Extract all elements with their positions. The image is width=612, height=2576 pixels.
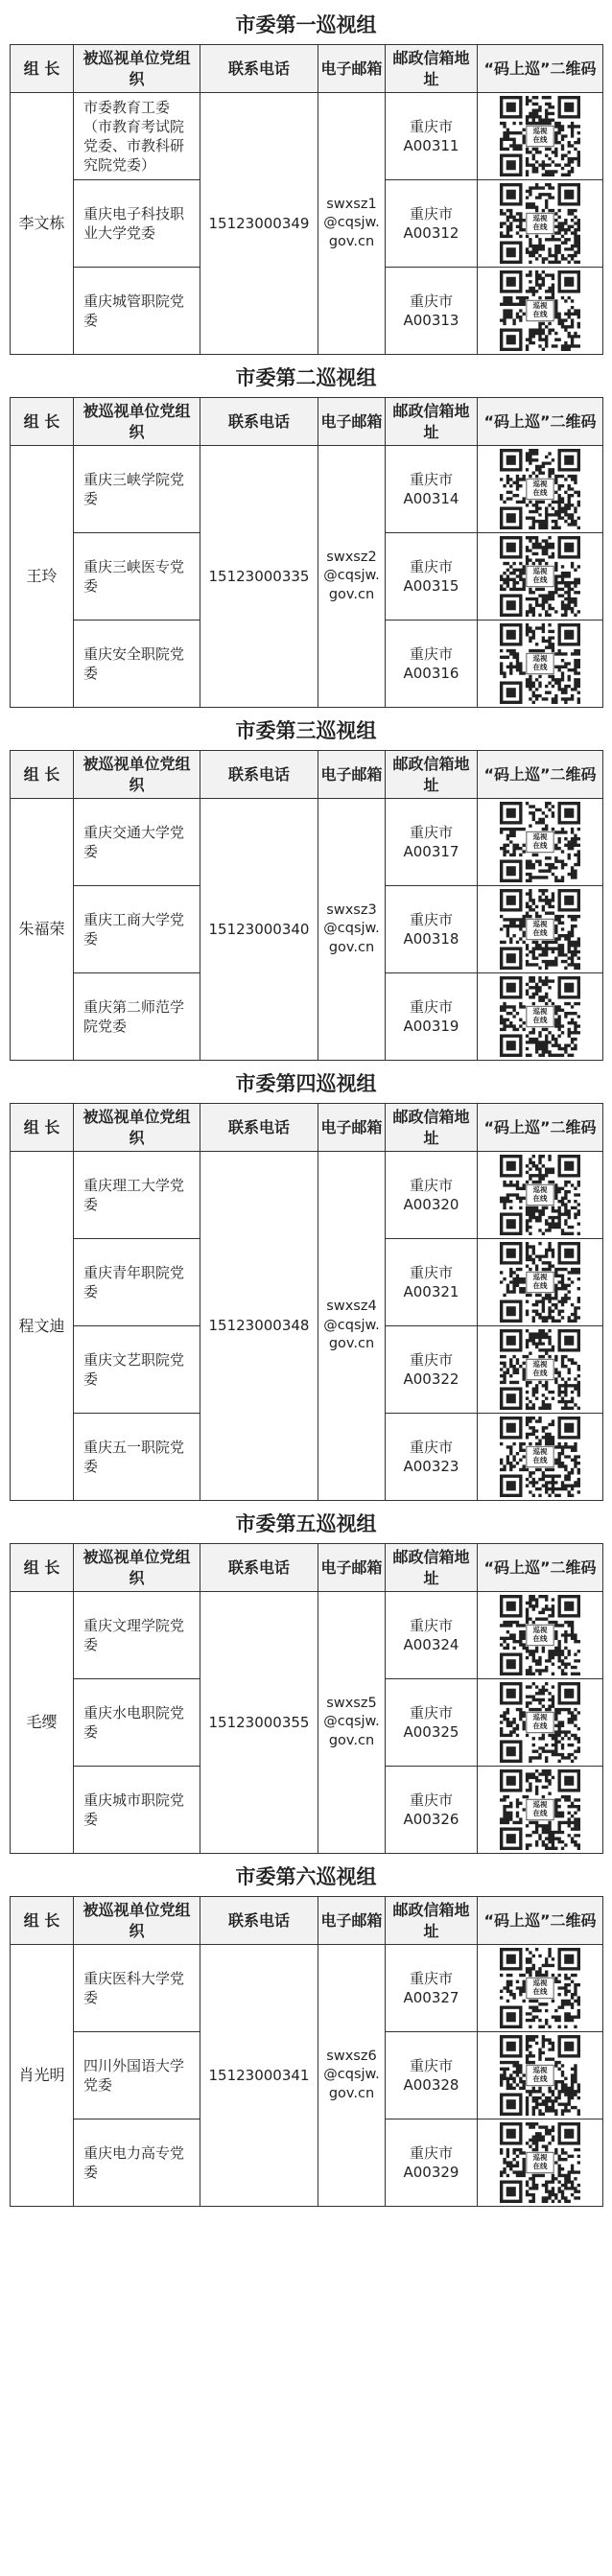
contact-phone: 15123000341 — [200, 1945, 318, 2207]
header-email: 电子邮箱 — [318, 1544, 386, 1592]
inspected-unit: 市委教育工委（市教育考试院党委、市教科研究院党委） — [74, 93, 200, 180]
header-postal: 邮政信箱地址 — [386, 1104, 478, 1152]
svg-text:巡视: 巡视 — [532, 480, 548, 488]
svg-text:巡视: 巡视 — [532, 1185, 548, 1194]
qr-code-icon — [500, 1769, 580, 1850]
header-phone: 联系电话 — [200, 751, 318, 799]
inspection-group — [10, 1505, 602, 1854]
header-postal: 邮政信箱地址 — [386, 45, 478, 93]
inspected-unit: 重庆城市职院党委 — [74, 1767, 200, 1854]
qr-code-icon — [500, 270, 580, 351]
qr-code-cell — [478, 1679, 603, 1767]
header-email: 电子邮箱 — [318, 1104, 386, 1152]
svg-text:巡视: 巡视 — [532, 1713, 548, 1721]
header-qrcode: “码上巡”二维码 — [478, 751, 603, 799]
group-title: 市委第四巡视组 — [235, 1072, 377, 1095]
header-phone: 联系电话 — [200, 45, 318, 93]
svg-text:在线: 在线 — [532, 1721, 548, 1730]
header-qrcode: “码上巡”二维码 — [478, 1897, 603, 1945]
postal-address: 重庆市A00319 — [386, 973, 478, 1061]
qr-code-icon — [500, 1682, 580, 1763]
group-title: 市委第五巡视组 — [235, 1512, 377, 1535]
inspected-unit: 重庆交通大学党委 — [74, 799, 200, 886]
group-table — [10, 1896, 603, 2207]
postal-address: 重庆市A00328 — [386, 2032, 478, 2119]
postal-address: 重庆市A00324 — [386, 1592, 478, 1679]
svg-text:巡视: 巡视 — [532, 2066, 548, 2074]
qr-code-cell — [478, 1326, 603, 1414]
postal-address: 重庆市A00316 — [386, 621, 478, 708]
table-row — [11, 1592, 603, 1679]
header-postal: 邮政信箱地址 — [386, 398, 478, 446]
svg-text:巡视: 巡视 — [532, 2153, 548, 2162]
inspection-group — [10, 712, 602, 1061]
qr-code-cell — [478, 1414, 603, 1501]
svg-text:在线: 在线 — [532, 488, 548, 497]
header-unit: 被巡视单位党组织 — [74, 45, 200, 93]
svg-text:在线: 在线 — [532, 663, 548, 671]
contact-email: swxsz2@cqsjw.gov.cn — [318, 446, 386, 708]
svg-text:巡视: 巡视 — [532, 654, 548, 663]
qr-code-cell — [478, 1239, 603, 1326]
header-unit: 被巡视单位党组织 — [74, 398, 200, 446]
header-unit: 被巡视单位党组织 — [74, 1897, 200, 1945]
qr-code-icon — [500, 802, 580, 882]
contact-email: swxsz1@cqsjw.gov.cn — [318, 93, 386, 355]
svg-text:巡视: 巡视 — [532, 1360, 548, 1369]
header-qrcode: “码上巡”二维码 — [478, 45, 603, 93]
postal-address: 重庆市A00325 — [386, 1679, 478, 1767]
table-header-row — [11, 45, 603, 93]
group-title: 市委第一巡视组 — [235, 13, 377, 36]
inspected-unit: 重庆青年职院党委 — [74, 1239, 200, 1326]
header-leader: 组 长 — [11, 45, 74, 93]
qr-code-icon — [500, 623, 580, 704]
svg-text:巡视: 巡视 — [532, 1273, 548, 1281]
inspected-unit: 重庆医科大学党委 — [74, 1945, 200, 2032]
svg-text:在线: 在线 — [532, 135, 548, 144]
qr-code-cell — [478, 268, 603, 355]
header-unit: 被巡视单位党组织 — [74, 1104, 200, 1152]
postal-address: 重庆市A00317 — [386, 799, 478, 886]
svg-text:巡视: 巡视 — [532, 1447, 548, 1456]
header-unit: 被巡视单位党组织 — [74, 1544, 200, 1592]
svg-text:巡视: 巡视 — [532, 127, 548, 135]
qr-code-icon — [500, 1417, 580, 1497]
contact-phone: 15123000335 — [200, 446, 318, 708]
group-table — [10, 1543, 603, 1854]
header-postal: 邮政信箱地址 — [386, 751, 478, 799]
svg-text:在线: 在线 — [532, 2162, 548, 2170]
postal-address: 重庆市A00322 — [386, 1326, 478, 1414]
table-header-row — [11, 1104, 603, 1152]
qr-code-cell — [478, 2119, 603, 2207]
inspected-unit: 重庆第二师范学院党委 — [74, 973, 200, 1061]
qr-code-icon — [500, 1155, 580, 1235]
contact-email: swxsz5@cqsjw.gov.cn — [318, 1592, 386, 1854]
header-email: 电子邮箱 — [318, 45, 386, 93]
qr-code-icon — [500, 1595, 580, 1675]
header-email: 电子邮箱 — [318, 751, 386, 799]
postal-address: 重庆市A00323 — [386, 1414, 478, 1501]
contact-phone: 15123000348 — [200, 1152, 318, 1501]
qr-code-cell — [478, 973, 603, 1061]
table-row — [11, 1152, 603, 1239]
qr-code-cell — [478, 446, 603, 533]
svg-text:在线: 在线 — [532, 1281, 548, 1290]
qr-code-cell — [478, 1592, 603, 1679]
group-title: 市委第二巡视组 — [235, 366, 377, 389]
inspected-unit: 重庆水电职院党委 — [74, 1679, 200, 1767]
qr-code-cell — [478, 799, 603, 886]
svg-text:在线: 在线 — [532, 1809, 548, 1817]
group-title: 市委第六巡视组 — [235, 1865, 377, 1888]
svg-text:巡视: 巡视 — [532, 1800, 548, 1809]
qr-code-icon — [500, 1329, 580, 1410]
svg-text:在线: 在线 — [532, 1016, 548, 1024]
svg-text:巡视: 巡视 — [532, 567, 548, 575]
contact-email: swxsz6@cqsjw.gov.cn — [318, 1945, 386, 2207]
header-phone: 联系电话 — [200, 1544, 318, 1592]
contact-phone: 15123000340 — [200, 799, 318, 1061]
qr-code-icon — [500, 976, 580, 1057]
group-leader: 肖光明 — [11, 1945, 74, 2207]
postal-address: 重庆市A00326 — [386, 1767, 478, 1854]
group-leader: 朱福荣 — [11, 799, 74, 1061]
svg-text:巡视: 巡视 — [532, 1007, 548, 1016]
contact-phone: 15123000349 — [200, 93, 318, 355]
header-qrcode: “码上巡”二维码 — [478, 1104, 603, 1152]
postal-address: 重庆市A00314 — [386, 446, 478, 533]
svg-text:在线: 在线 — [532, 841, 548, 850]
inspection-group — [10, 359, 602, 708]
qr-code-icon — [500, 96, 580, 176]
table-row — [11, 446, 603, 533]
inspected-unit: 重庆文艺职院党委 — [74, 1326, 200, 1414]
header-phone: 联系电话 — [200, 1897, 318, 1945]
group-title: 市委第三巡视组 — [235, 719, 377, 742]
inspection-group — [10, 6, 602, 355]
svg-text:巡视: 巡视 — [532, 920, 548, 928]
svg-text:巡视: 巡视 — [532, 301, 548, 310]
svg-text:巡视: 巡视 — [532, 1626, 548, 1634]
postal-address: 重庆市A00315 — [386, 533, 478, 621]
qr-code-icon — [500, 2035, 580, 2116]
qr-code-cell — [478, 1152, 603, 1239]
qr-code-cell — [478, 1945, 603, 2032]
svg-text:在线: 在线 — [532, 1194, 548, 1203]
svg-text:在线: 在线 — [532, 1987, 548, 1996]
postal-address: 重庆市A00312 — [386, 180, 478, 268]
header-leader: 组 长 — [11, 751, 74, 799]
qr-code-icon — [500, 536, 580, 617]
qr-code-icon — [500, 2122, 580, 2203]
table-row — [11, 1945, 603, 2032]
postal-address: 重庆市A00318 — [386, 886, 478, 973]
postal-address: 重庆市A00311 — [386, 93, 478, 180]
qr-code-icon — [500, 1948, 580, 2028]
svg-text:在线: 在线 — [532, 1369, 548, 1377]
group-leader: 毛缨 — [11, 1592, 74, 1854]
inspected-unit: 重庆三峡医专党委 — [74, 533, 200, 621]
postal-address: 重庆市A00313 — [386, 268, 478, 355]
inspected-unit: 重庆城管职院党委 — [74, 268, 200, 355]
qr-code-cell — [478, 180, 603, 268]
header-leader: 组 长 — [11, 1897, 74, 1945]
inspected-unit: 重庆电力高专党委 — [74, 2119, 200, 2207]
svg-text:巡视: 巡视 — [532, 1979, 548, 1987]
qr-code-icon — [500, 1242, 580, 1323]
qr-code-icon — [500, 183, 580, 264]
table-row — [11, 799, 603, 886]
qr-code-icon — [500, 889, 580, 970]
table-header-row — [11, 1544, 603, 1592]
postal-address: 重庆市A00329 — [386, 2119, 478, 2207]
contact-email: swxsz3@cqsjw.gov.cn — [318, 799, 386, 1061]
inspection-group — [10, 1065, 602, 1501]
header-email: 电子邮箱 — [318, 1897, 386, 1945]
header-leader: 组 长 — [11, 1544, 74, 1592]
inspection-groups-document — [10, 6, 602, 2207]
header-qrcode: “码上巡”二维码 — [478, 1544, 603, 1592]
inspected-unit: 重庆工商大学党委 — [74, 886, 200, 973]
svg-text:在线: 在线 — [532, 2074, 548, 2083]
postal-address: 重庆市A00321 — [386, 1239, 478, 1326]
svg-text:在线: 在线 — [532, 575, 548, 584]
svg-text:巡视: 巡视 — [532, 832, 548, 841]
group-leader: 李文栋 — [11, 93, 74, 355]
svg-text:在线: 在线 — [532, 222, 548, 231]
group-table — [10, 1103, 603, 1501]
table-header-row — [11, 398, 603, 446]
qr-code-cell — [478, 2032, 603, 2119]
header-postal: 邮政信箱地址 — [386, 1897, 478, 1945]
inspected-unit: 重庆电子科技职业大学党委 — [74, 180, 200, 268]
group-leader: 王玲 — [11, 446, 74, 708]
inspected-unit: 重庆文理学院党委 — [74, 1592, 200, 1679]
contact-email: swxsz4@cqsjw.gov.cn — [318, 1152, 386, 1501]
qr-code-cell — [478, 533, 603, 621]
header-qrcode: “码上巡”二维码 — [478, 398, 603, 446]
table-header-row — [11, 751, 603, 799]
qr-code-icon — [500, 449, 580, 529]
svg-text:在线: 在线 — [532, 928, 548, 937]
group-leader: 程文迪 — [11, 1152, 74, 1501]
header-phone: 联系电话 — [200, 1104, 318, 1152]
svg-text:在线: 在线 — [532, 1456, 548, 1464]
qr-code-cell — [478, 1767, 603, 1854]
group-table — [10, 397, 603, 708]
header-phone: 联系电话 — [200, 398, 318, 446]
table-row — [11, 93, 603, 180]
postal-address: 重庆市A00320 — [386, 1152, 478, 1239]
qr-code-cell — [478, 93, 603, 180]
svg-text:在线: 在线 — [532, 310, 548, 318]
header-postal: 邮政信箱地址 — [386, 1544, 478, 1592]
inspected-unit: 重庆理工大学党委 — [74, 1152, 200, 1239]
table-header-row — [11, 1897, 603, 1945]
group-table — [10, 44, 603, 355]
contact-phone: 15123000355 — [200, 1592, 318, 1854]
inspected-unit: 重庆三峡学院党委 — [74, 446, 200, 533]
qr-code-cell — [478, 886, 603, 973]
inspected-unit: 四川外国语大学党委 — [74, 2032, 200, 2119]
header-email: 电子邮箱 — [318, 398, 386, 446]
header-leader: 组 长 — [11, 398, 74, 446]
inspected-unit: 重庆五一职院党委 — [74, 1414, 200, 1501]
inspection-group — [10, 1858, 602, 2207]
header-leader: 组 长 — [11, 1104, 74, 1152]
svg-text:巡视: 巡视 — [532, 214, 548, 222]
inspected-unit: 重庆安全职院党委 — [74, 621, 200, 708]
header-unit: 被巡视单位党组织 — [74, 751, 200, 799]
qr-code-cell — [478, 621, 603, 708]
group-table — [10, 750, 603, 1061]
svg-text:在线: 在线 — [532, 1634, 548, 1643]
postal-address: 重庆市A00327 — [386, 1945, 478, 2032]
